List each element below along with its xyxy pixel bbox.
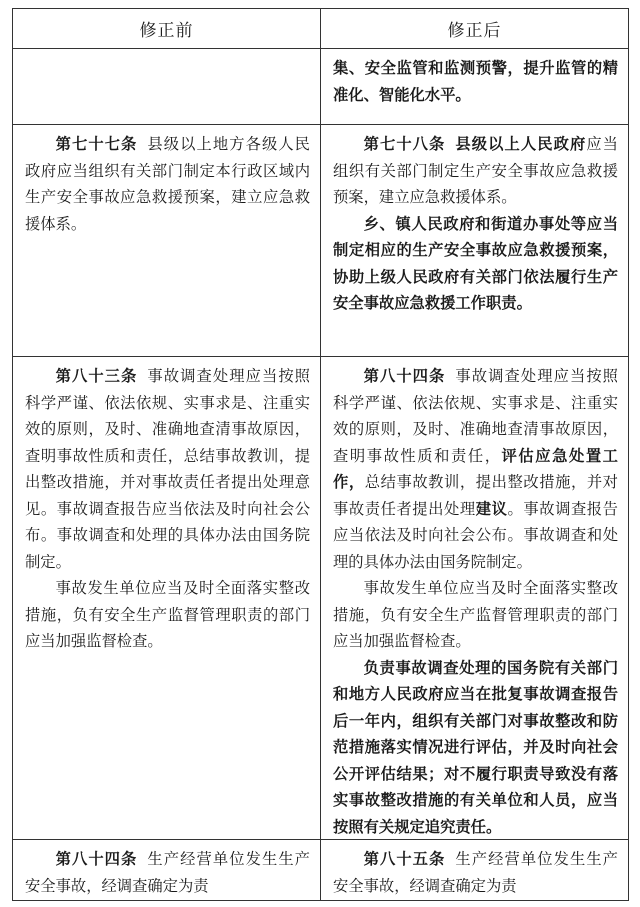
article-text: 。事故调查报告应当依法及时向社会公布。事故调查和处理的具体办法由国务院制定。	[333, 499, 618, 571]
article-text: 生产经营单位发生生产安全事故，经调查确定为责	[25, 850, 310, 895]
paragraph: 事故发生单位应当及时全面落实整改措施，负有安全生产监督管理职责的部门应当加强监督检查。	[333, 579, 618, 650]
article-number: 第八十四条	[55, 850, 138, 868]
table-row	[13, 357, 628, 840]
amended-text: 县级以上人民政府	[455, 135, 587, 153]
article-text: 应当组织有关部门制定生产安全事故应急救援预案，建立应急救援体系。	[333, 135, 618, 206]
paragraph	[333, 363, 618, 575]
after-cell	[321, 125, 628, 356]
article-number: 第八十三条	[55, 367, 138, 385]
table-row	[13, 840, 628, 900]
table-row	[13, 49, 628, 125]
article-text: 事故调查处理应当按照科学严谨、依法依规、实事求是、注重实效的原则，及时、准确地查清事故原因，查明事故性质和责任，总结事故教训，提出整改措施，并对事故责任者提出处理意见。事故调查报告应当依法及时向社会公布。事故调查和处理的具体办法由国务院制定。	[25, 367, 310, 571]
header-after: 修正后	[321, 9, 628, 49]
table-row	[13, 125, 628, 357]
article-text: 生产经营单位发生生产安全事故，经调查确定为责	[333, 850, 618, 895]
paragraph: 负责事故调查处理的国务院有关部门和地方人民政府应当在批复事故调查报告后一年内，组织有关部门对事故整改和防范措施落实情况进行评估，并及时向社会公开评估结果；对不履行职责导致没有落实事故整改措施的有关单位和人员，应当按照有关规定追究责任。	[333, 658, 618, 836]
article-text: 总结事故教训，提出整改措施，并对事故责任者提出处理	[333, 473, 618, 518]
paragraph: 集、安全监管和监测预警，提升监管的精准化、智能化水平。	[333, 59, 618, 104]
article-number: 第七十七条	[55, 135, 138, 153]
before-cell	[13, 49, 321, 124]
after-cell	[321, 49, 628, 124]
after-cell	[321, 357, 628, 839]
article-text: 事故调查处理应当按照科学严谨、依法依规、实事求是、注重实效的原则，及时、准确地查清事故原因，查明事故性质和责任，	[333, 367, 618, 465]
article-number: 第八十四条	[363, 367, 446, 385]
paragraph	[333, 131, 618, 211]
before-cell	[13, 125, 321, 356]
article-text: 县级以上地方各级人民政府应当组织有关部门制定本行政区域内生产安全事故应急救援预案，建立应急救援体系。	[25, 135, 310, 233]
article-number: 第七十八条	[363, 135, 446, 153]
header-before: 修正前	[13, 9, 321, 49]
article-number: 第八十五条	[363, 850, 446, 868]
paragraph: 乡、镇人民政府和街道办事处等应当制定相应的生产安全事故应急救援预案，协助上级人民政府有关部门依法履行生产安全事故应急救援工作职责。	[333, 214, 618, 312]
paragraph: 事故发生单位应当及时全面落实整改措施，负有安全生产监督管理职责的部门应当加强监督检查。	[25, 579, 310, 650]
paragraph	[25, 846, 310, 899]
amended-text: 评估应急处置工作，	[333, 446, 618, 491]
before-cell	[13, 840, 321, 900]
before-cell	[13, 357, 321, 839]
paragraph	[25, 131, 310, 237]
amended-text: 建议	[475, 499, 508, 518]
after-cell	[321, 840, 628, 900]
paragraph	[25, 363, 310, 575]
comparison-table	[12, 8, 629, 901]
paragraph	[333, 846, 618, 899]
